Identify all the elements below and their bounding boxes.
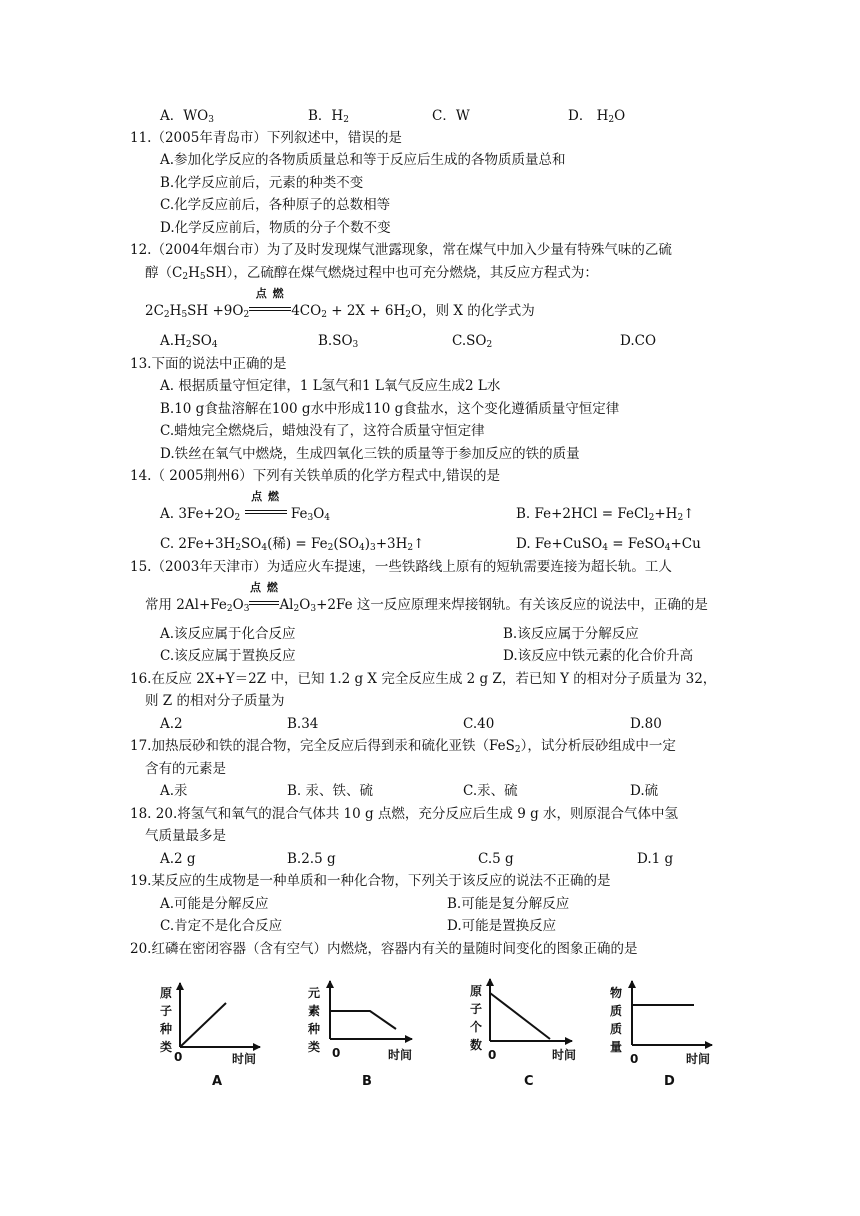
q12-option-a: $A.H_2SO_4$ — [160, 333, 218, 350]
q14-option-b: B. $Fe+2HCl = FeCl_2+H_2↑$ — [516, 506, 695, 523]
graph-b-ylabel-4: 类 — [308, 1040, 321, 1054]
q15-stem-line2: 常用 $2Al+Fe_2O_3$ 点 燃 $Al_2O_3+2Fe$ 这一反应原理来焊接钢轨。有关该反应的说法中，正确的是 — [145, 581, 708, 614]
q20-stem: 20.红磷在密闭容器（含有空气）内燃烧，容器内有关的量随时间变化的图象正确的是 — [130, 941, 638, 957]
q16-option-d: D.80 — [630, 716, 662, 732]
q15-stem-line1: 15.（2003年天津市）为适应火车提速，一些铁路线上原有的短轨需要连接为超长轨。工人 — [130, 559, 672, 575]
q15-option-b: B.该反应属于分解反应 — [503, 626, 639, 642]
q10-option-b: B．$H_2$ — [308, 108, 349, 125]
graph-d-ylabel-3: 质 — [610, 1022, 623, 1036]
q12-stem-line2: 醇$(C_2H_5SH)$，乙硫醇在煤气燃烧过程中也可充分燃烧，其反应方程式为： — [145, 265, 598, 282]
q12-option-d: D.CO — [620, 333, 657, 349]
q15-option-c: C.该反应属于置换反应 — [160, 648, 296, 664]
q16-option-a: A.2 — [160, 716, 183, 732]
q16-option-b: B.34 — [287, 716, 319, 732]
graph-a — [159, 983, 260, 1089]
q12-option-b: $B.SO_3$ — [318, 333, 359, 350]
graph-a-ylabel-4: 类 — [160, 1040, 173, 1054]
q14-option-d: D. Fe+CuSO$_4$ = FeSO$_4$+Cu — [516, 536, 701, 553]
q19-option-c: C.肯定不是化合反应 — [160, 918, 283, 934]
q15-option-a: A.该反应属于化合反应 — [160, 626, 296, 642]
graph-d-ylabel-2: 质 — [610, 1004, 623, 1018]
graph-c-ylabel-3: 个 — [470, 1020, 483, 1034]
q14-stem: 14.（ 2005荆州6）下列有关铁单质的化学方程式中,错误的是 — [130, 468, 500, 484]
q17-option-c: C.汞、硫 — [463, 783, 518, 799]
q10-option-a: A．$WO_3$ — [160, 108, 214, 125]
graph-c-curve — [490, 993, 550, 1039]
q11-option-d: D.化学反应前后，物质的分子个数不变 — [160, 220, 391, 236]
q11-option-b: B.化学反应前后，元素的种类不变 — [160, 175, 364, 191]
q12-equation: $2C_2H_5SH +9O_2$ 点 燃 $4CO_2 + 2X + 6H_2O$，则 X 的化学式为 — [145, 287, 535, 320]
q13-option-c: C.蜡烛完全燃烧后，蜡烛没有了，这符合质量守恒定律 — [160, 423, 485, 439]
graph-b-origin: 0 — [332, 1046, 341, 1060]
q12-option-c: $C.SO_2$ — [452, 333, 493, 350]
graph-a-letter: A — [212, 1074, 223, 1089]
q16-option-c: C.40 — [463, 716, 495, 732]
reaction-arrow-ignite: 点 燃 — [249, 597, 279, 609]
q17-option-b: B. 汞、铁、硫 — [287, 783, 374, 799]
graph-a-ylabel-2: 子 — [160, 1004, 173, 1018]
graph-d-letter: D — [664, 1074, 675, 1089]
q11-option-c: C.化学反应前后，各种原子的总数相等 — [160, 197, 391, 213]
graph-c-xlabel: 时间 — [552, 1048, 577, 1062]
reaction-arrow-ignite: 点 燃 — [245, 506, 287, 518]
q13-option-b: B.10 g食盐溶解在100 g水中形成110 g食盐水，这个变化遵循质量守恒定律 — [160, 401, 620, 417]
q18-option-d: D.1 g — [637, 851, 674, 867]
graph-b-letter: B — [362, 1074, 372, 1089]
q17-stem-line2: 含有的元素是 — [145, 761, 226, 777]
q17-stem-line1: 17.加热辰砂和铁的混合物，完全反应后得到汞和硫化亚铁（FeS$_2$），试分析辰砂组成中一定 — [130, 738, 676, 755]
graph-a-ylabel-3: 种 — [160, 1022, 173, 1036]
q14-option-c: C. $2Fe+3H_2SO_4$(稀) = $Fe_2(SO_4)_3+3H_2↑$ — [160, 536, 425, 553]
graph-b-ylabel-3: 种 — [308, 1022, 321, 1036]
q16-stem-line2: 则 Z 的相对分子质量为 — [145, 693, 285, 709]
graph-d-ylabel-1: 物 — [610, 986, 623, 1000]
graph-c-origin: 0 — [488, 1048, 497, 1062]
graph-d — [610, 981, 712, 1089]
graph-a-ylabel-1: 原 — [160, 986, 173, 1000]
graph-b — [307, 981, 412, 1089]
q15-option-d: D.该反应中铁元素的化合价升高 — [503, 648, 694, 664]
graph-d-xlabel: 时间 — [686, 1052, 711, 1066]
q11-stem: 11.（2005年青岛市）下列叙述中，错误的是 — [130, 130, 402, 146]
q18-option-b: B.2.5 g — [287, 851, 336, 867]
q18-stem-line2: 气质量最多是 — [145, 828, 226, 844]
graph-c-ylabel-2: 子 — [470, 1002, 483, 1016]
q14-option-a: A. $3Fe+2O_2$ 点 燃 $Fe_3O_4$ — [160, 490, 331, 523]
graph-d-ylabel-4: 量 — [610, 1040, 623, 1054]
q17-option-d: D.硫 — [630, 783, 659, 799]
graph-b-curve — [330, 1011, 396, 1029]
q13-option-d: D.铁丝在氧气中燃烧，生成四氧化三铁的质量等于参加反应的铁的质量 — [160, 446, 580, 462]
answer-graphs — [140, 975, 740, 1100]
graph-d-origin: 0 — [630, 1052, 639, 1066]
q13-option-a: A. 根据质量守恒定律，1 L氢气和1 L氧气反应生成2 L水 — [160, 378, 501, 394]
q18-option-a: A.2 g — [160, 851, 196, 867]
q16-stem-line1: 16.在反应 2X+Y＝2Z 中，已知 1.2 g X 完全反应生成 2 g Z，若已知 Y 的相对分子质量为 32， — [130, 671, 717, 687]
q17-option-a: A.汞 — [160, 783, 188, 799]
q18-stem-line1: 18. 20.将氢气和氧气的混合气体共 10 g 点燃，充分反应后生成 9 g 水，则原混合气体中氢 — [130, 806, 679, 822]
q18-option-c: C.5 g — [478, 851, 514, 867]
graph-a-curve — [180, 1003, 226, 1047]
q19-option-a: A.可能是分解反应 — [160, 896, 269, 912]
q19-stem: 19.某反应的生成物是一种单质和一种化合物，下列关于该反应的说法不正确的是 — [130, 873, 611, 889]
reaction-arrow-ignite: 点 燃 — [249, 303, 291, 315]
q13-stem: 13.下面的说法中正确的是 — [130, 356, 287, 372]
graph-a-origin: 0 — [174, 1050, 183, 1064]
graph-c — [470, 979, 576, 1089]
q12-stem-line1: 12.（2004年烟台市）为了及时发现煤气泄露现象，常在煤气中加入少量有特殊气味的乙硫 — [130, 242, 672, 258]
q10-option-c: C．W — [432, 108, 470, 124]
graph-b-xlabel: 时间 — [388, 1048, 413, 1062]
graph-b-ylabel-1: 元 — [308, 986, 321, 1000]
graph-c-ylabel-1: 原 — [470, 984, 483, 998]
q19-option-b: B.可能是复分解反应 — [447, 896, 570, 912]
q19-option-d: D.可能是置换反应 — [447, 918, 557, 934]
q11-option-a: A.参加化学反应的各物质质量总和等于反应后生成的各物质质量总和 — [160, 152, 566, 168]
graph-c-letter: C — [524, 1074, 534, 1089]
graph-b-ylabel-2: 素 — [308, 1004, 321, 1018]
graph-c-ylabel-4: 数 — [470, 1038, 483, 1052]
q10-option-d: D． $H_2O$ — [568, 108, 626, 125]
graph-a-xlabel: 时间 — [232, 1052, 257, 1066]
